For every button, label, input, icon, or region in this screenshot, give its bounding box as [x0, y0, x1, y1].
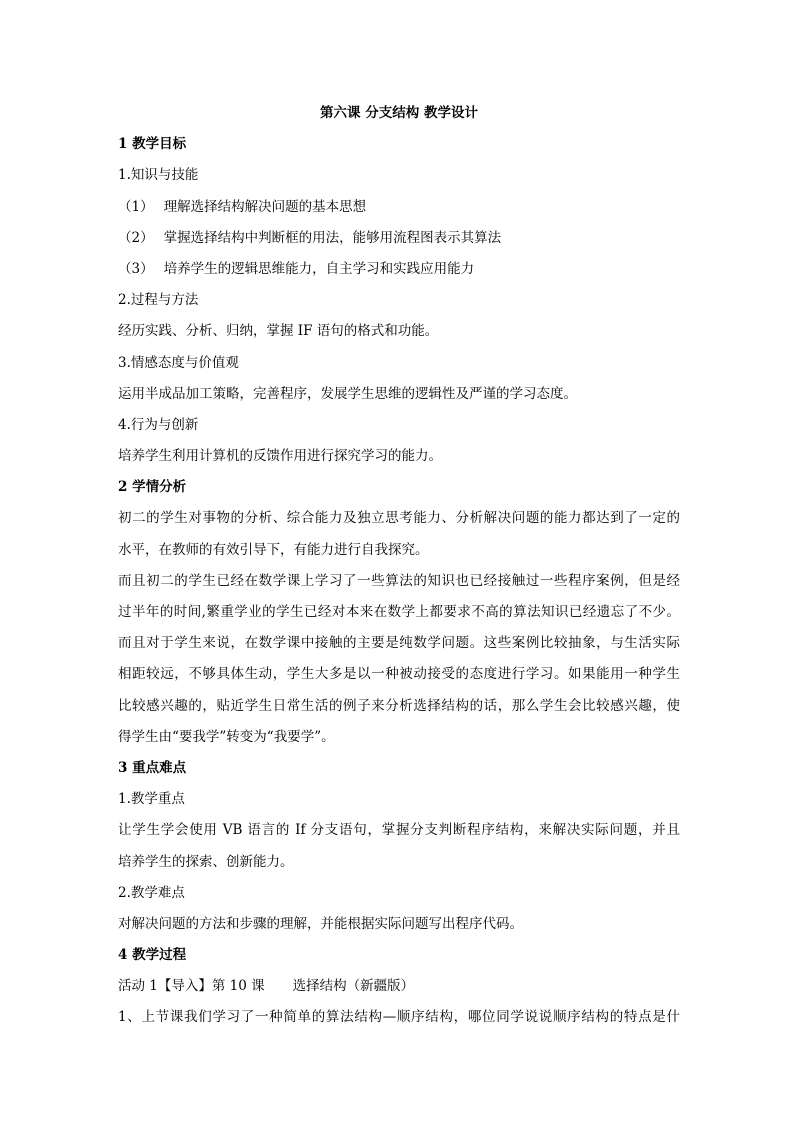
subheading-attitude-values: 3.情感态度与价值观	[118, 354, 239, 371]
document-title: 第六课 分支结构 教学设计	[320, 105, 478, 121]
section-heading-objectives: 1 教学目标	[118, 136, 187, 153]
paragraph-attitude-values: 运用半成品加工策略，完善程序，发展学生思维的逻辑性及严谨的学习态度。	[118, 385, 577, 402]
paragraph-behavior-innovation: 培养学生利用计算机的反馈作用进行探究学习的能力。	[118, 448, 442, 465]
activity-line	[118, 971, 680, 1002]
subheading-teaching-difficulty: 2.教学难点	[118, 884, 185, 901]
paragraph-line	[118, 628, 680, 659]
subheading-teaching-focus: 1.教学重点	[118, 791, 185, 808]
paragraph-line-text: 过半年的时间,繁重学业的学生已经对本来在数学上都要求不高的算法知识已经遗忘了不少。	[118, 604, 680, 620]
paragraph-line: 培养学生的探索、创新能力。	[118, 853, 294, 870]
subheading-process-method: 2.过程与方法	[118, 292, 199, 309]
paragraph-line	[118, 566, 680, 597]
paragraph-line	[118, 691, 680, 722]
paragraph-teaching-difficulty: 对解决问题的方法和步骤的理解，并能根据实际问题写出程序代码。	[118, 915, 523, 932]
paragraph-line-text: 1、上节课我们学习了一种简单的算法结构—顺序结构，哪位同学说说顺序结构的特点是什	[118, 1009, 680, 1026]
paragraph-line-text: 比较感兴趣的，贴近学生日常生活的例子来分析选择结构的话，那么学生会比较感兴趣，使	[118, 697, 680, 714]
list-item-text: 理解选择结构解决问题的基本思想	[163, 198, 367, 215]
activity-suffix: 选择结构（新疆版）	[292, 978, 415, 995]
paragraph-line-text: 初二的学生对事物的分析、综合能力及独立思考能力、分析解决问题的能力都达到了一定的	[118, 510, 680, 527]
section-heading-teaching-process: 4 教学过程	[118, 947, 187, 964]
section-heading-student-analysis: 2 学情分析	[118, 479, 187, 496]
subheading-behavior-innovation: 4.行为与创新	[118, 416, 199, 433]
list-item	[118, 254, 680, 285]
list-item-text: 培养学生的逻辑思维能力，自主学习和实践应用能力	[163, 260, 475, 277]
paragraph-line: 水平，在教师的有效引导下，有能力进行自我探究。	[118, 541, 429, 558]
list-item-text: 掌握选择结构中判断框的用法，能够用流程图表示其算法	[163, 229, 502, 246]
paragraph-line-text: 而且初二的学生已经在数学课上学习了一些算法的知识也已经接触过一些程序案例，但是经	[118, 572, 680, 589]
list-item-number: （2）	[118, 229, 154, 246]
list-item-number: （3）	[118, 260, 154, 277]
paragraph-line: 得学生由“要我学”转变为“我要学”。	[118, 728, 335, 745]
section-heading-key-points: 3 重点难点	[118, 759, 187, 776]
paragraph-line	[118, 597, 680, 628]
document-page	[118, 98, 680, 1034]
subheading-knowledge-skills: 1.知识与技能	[118, 167, 199, 184]
list-item-number: （1）	[118, 198, 154, 215]
paragraph-line-text: 让学生学会使用 VB 语言的 If 分支语句，掌握分支判断程序结构，来解决实际问题，并且	[118, 822, 680, 839]
list-item	[118, 223, 680, 254]
paragraph-line	[118, 1002, 680, 1033]
paragraph-line	[118, 503, 680, 534]
paragraph-line	[118, 815, 680, 846]
paragraph-line-text: 相距较远，不够具体生动，学生大多是以一种被动接受的态度进行学习。如果能用一种学生	[118, 666, 680, 683]
paragraph-line-text: 而且对于学生来说，在数学课中接触的主要是纯数学问题。这些案例比较抽象，与生活实际	[118, 635, 680, 652]
activity-prefix: 活动 1【导入】第 10 课	[118, 978, 265, 995]
list-item	[118, 192, 680, 223]
paragraph-process-method: 经历实践、分析、归纳，掌握 IF 语句的格式和功能。	[118, 323, 439, 340]
paragraph-line	[118, 659, 680, 690]
